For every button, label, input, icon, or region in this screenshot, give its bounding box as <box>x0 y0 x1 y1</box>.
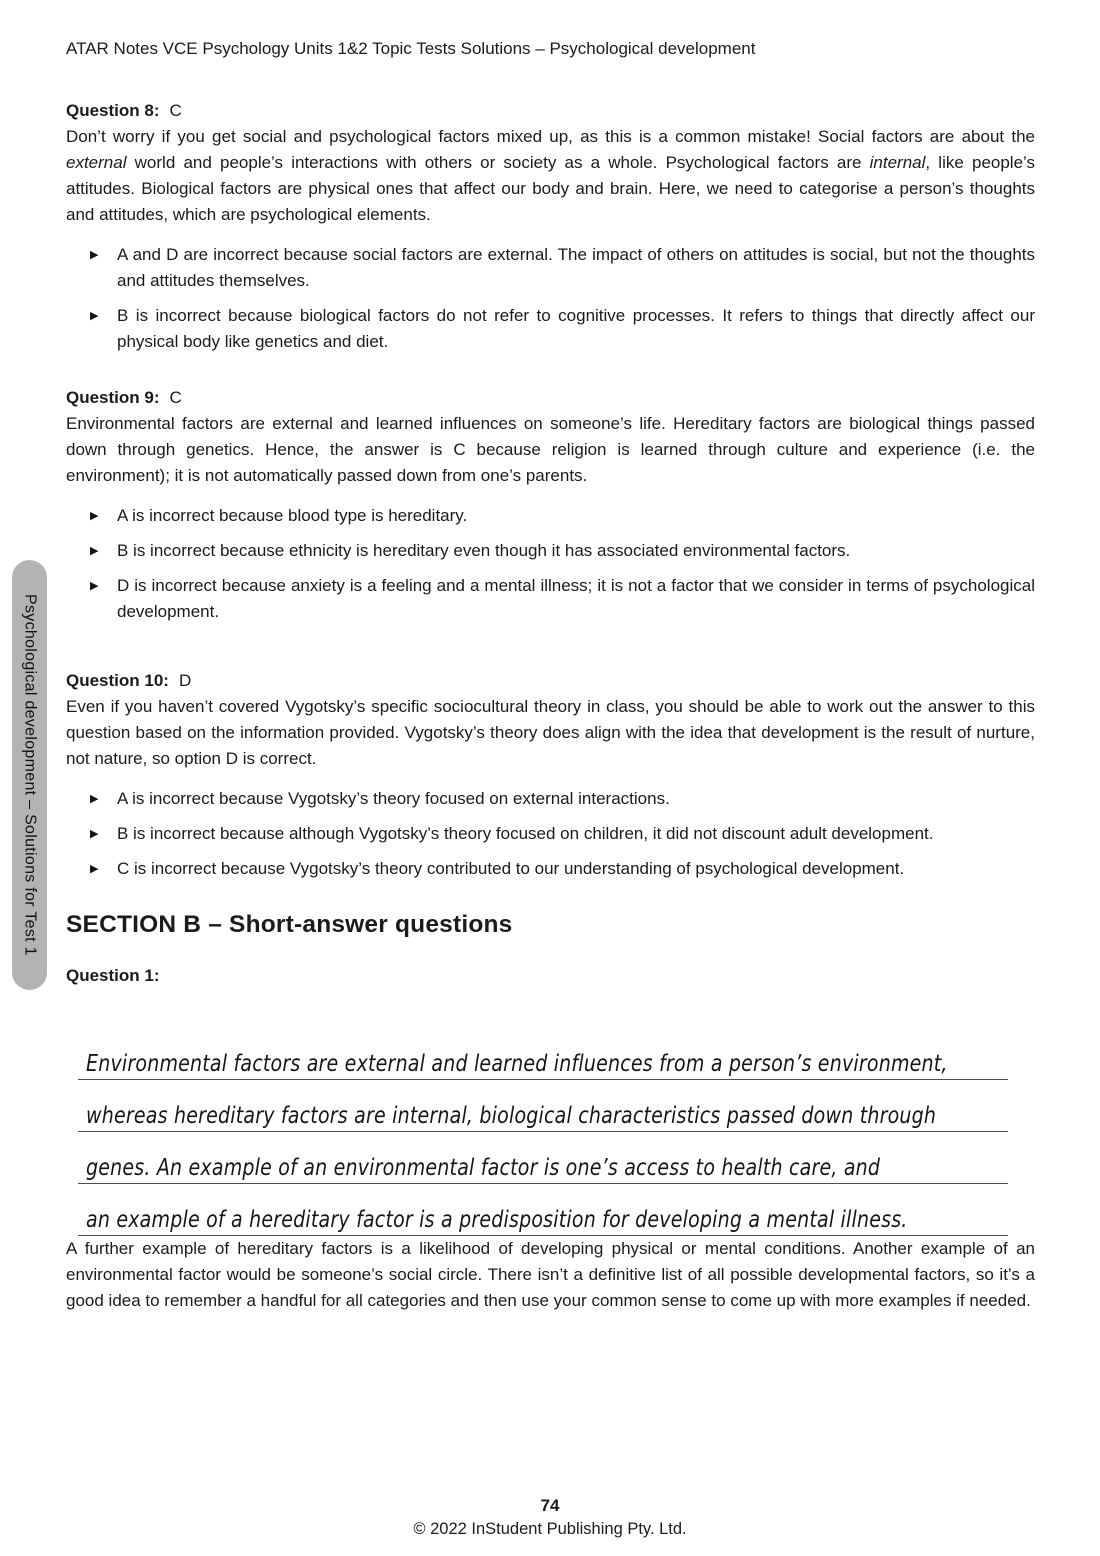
question-8-answer: C <box>169 101 182 120</box>
body-segment-italic: external <box>66 153 127 172</box>
copyright-line: © 2022 InStudent Publishing Pty. Ltd. <box>413 1520 687 1538</box>
question-10-bullets <box>66 786 1035 882</box>
handwritten-text: whereas hereditary factors are internal, biological characteristics passed down through <box>86 1102 937 1129</box>
bullet-text: B is incorrect because ethnicity is hereditary even though it has associated environmental factors. <box>117 541 851 560</box>
question-8-label: Question 8: <box>66 101 160 120</box>
bullet-item <box>90 821 1035 847</box>
bullet-triangle-icon: ▶ <box>90 310 99 322</box>
body-segment: , like people’s attitudes. Biological factors are physical ones that affect our body and brain. Here, we need to categorise a person’s thoughts and attitudes, which are psychological elements. <box>66 153 1036 224</box>
bullet-item <box>90 538 1035 564</box>
bullet-triangle-icon: ▶ <box>90 545 99 557</box>
handwritten-text: genes. An example of an environmental factor is one’s access to health care, and <box>86 1154 881 1181</box>
question-9-heading <box>66 385 1035 411</box>
question-10-body: Even if you haven’t covered Vygotsky’s specific sociocultural theory in class, you should be able to work out the answer to this question based on the information provided. Vygotsky’s theory does align with the idea that development is the result of nurture, not nature, so option D is correct. <box>66 697 1035 768</box>
body-segment: Don’t worry if you get social and psychological factors mixed up, as this is a common mistake! Social factors are about the <box>66 127 1035 146</box>
bullet-triangle-icon: ▶ <box>90 863 99 875</box>
handwritten-line <box>78 1080 1008 1132</box>
bullet-item <box>90 503 1035 529</box>
bullet-item <box>90 786 1035 812</box>
chapter-side-tab <box>12 560 47 990</box>
handwritten-line <box>78 1028 1008 1080</box>
bullet-text: B is incorrect because although Vygotsky’s theory focused on children, it did not discount adult development. <box>117 824 934 843</box>
bullet-text: C is incorrect because Vygotsky’s theory contributed to our understanding of psychological development. <box>117 859 905 878</box>
section-b-title: SECTION B – Short-answer questions <box>66 911 513 938</box>
bullet-item <box>90 856 1035 882</box>
handwritten-text: an example of a hereditary factor is a predisposition for developing a mental illness. <box>86 1206 908 1233</box>
question-9-bullets <box>66 503 1035 625</box>
question-9-answer: C <box>169 388 182 407</box>
bullet-text: A and D are incorrect because social factors are external. The impact of others on attitudes is social, but not the thoughts and attitudes themselves. <box>117 245 1035 290</box>
body-segment: world and people’s interactions with others or society as a whole. Psychological factors are <box>126 153 870 172</box>
bullet-triangle-icon: ▶ <box>90 510 99 522</box>
question-10-block <box>66 668 1035 882</box>
question-10-heading <box>66 668 1035 694</box>
bullet-item <box>90 303 1035 355</box>
handwritten-text: Environmental factors are external and learned influences from a person’s environment, <box>86 1050 948 1077</box>
bullet-text: A is incorrect because blood type is hereditary. <box>117 506 468 525</box>
bullet-triangle-icon: ▶ <box>90 793 99 805</box>
bullet-triangle-icon: ▶ <box>90 828 99 840</box>
bullet-item <box>90 242 1035 294</box>
question-9-body: Environmental factors are external and learned influences on someone’s life. Hereditary factors are biological things passed down through genetics. Hence, the answer is C because religion is learned through culture and experience (i.e. the environment); it is not automatically passed down from one’s parents. <box>66 414 1035 485</box>
bullet-text: D is incorrect because anxiety is a feeling and a mental illness; it is not a factor that we consider in terms of psychological development. <box>117 576 1035 621</box>
bullet-item <box>90 573 1035 625</box>
side-tab-label: Psychological development – Solutions for Test 1 <box>21 594 39 956</box>
question-8-heading <box>66 98 1035 124</box>
question-8-body <box>66 124 1035 228</box>
section-b-note: A further example of hereditary factors is a likelihood of developing physical or mental conditions. Another example of an environmental factor would be someone’s social circle. There isn’t a definitive list of all possible developmental factors, so it’s a good idea to remember a handful for all categories and then use your common sense to come up with more examples if needed. <box>66 1239 1035 1310</box>
handwritten-answer <box>78 1028 1008 1236</box>
page-content <box>66 38 1035 1314</box>
bullet-text: A is incorrect because Vygotsky’s theory focused on external interactions. <box>117 789 670 808</box>
question-10-label: Question 10: <box>66 671 169 690</box>
question-10-answer: D <box>178 671 192 690</box>
question-9-block <box>66 385 1035 625</box>
question-8-block <box>66 98 1035 355</box>
body-segment-italic: internal <box>869 153 926 172</box>
question-8-bullets <box>66 242 1035 355</box>
question-9-label: Question 9: <box>66 388 160 407</box>
handwritten-line <box>78 1132 1008 1184</box>
page-number: 74 <box>540 1496 560 1515</box>
bullet-triangle-icon: ▶ <box>90 580 99 592</box>
bullet-triangle-icon: ▶ <box>90 249 99 261</box>
handwritten-line <box>78 1184 1008 1236</box>
document-header: ATAR Notes VCE Psychology Units 1&2 Topic Tests Solutions – Psychological development <box>66 39 756 58</box>
section-b-question-1-label: Question 1: <box>66 966 160 985</box>
bullet-text: B is incorrect because biological factors do not refer to cognitive processes. It refers to things that directly affect our physical body like genetics and diet. <box>117 306 1035 351</box>
